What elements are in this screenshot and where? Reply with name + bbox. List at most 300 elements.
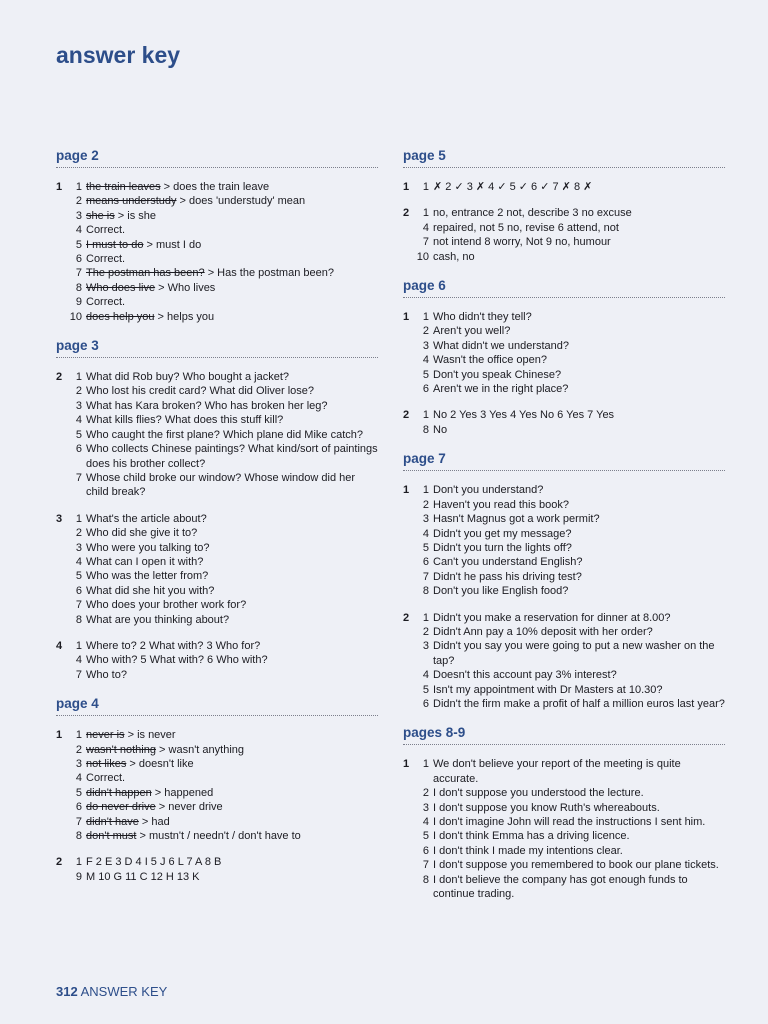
exercise-number (56, 526, 68, 540)
correction-text: > had (138, 815, 170, 828)
footer-page-number: 312 (56, 984, 78, 999)
answer-text (433, 250, 725, 264)
exercise-number (403, 584, 415, 598)
answer-row (403, 541, 725, 555)
answer-text (433, 625, 725, 639)
correction-text: Where to? 2 What with? 3 Who for? (86, 639, 261, 652)
exercise-number (403, 250, 415, 264)
answer-text (433, 339, 725, 353)
correction-text: Didn't the firm make a profit of half a million euros last year? (433, 697, 725, 710)
answer-text (86, 870, 378, 884)
section-heading: page 5 (403, 148, 725, 168)
answer-row (56, 209, 378, 223)
correction-text: Haven't you read this book? (433, 498, 570, 511)
answer-row (56, 526, 378, 540)
answer-text (86, 598, 378, 612)
exercise-number (403, 527, 415, 541)
exercise-number: 2 (56, 371, 63, 384)
exercise-number (56, 252, 68, 266)
item-number: 7 (422, 570, 429, 583)
correction-text: no, entrance 2 not, describe 3 no excuse (433, 207, 632, 220)
exercise-number (403, 683, 415, 697)
exercise-number (403, 697, 415, 711)
answer-row (56, 310, 378, 324)
correction-text: > mustn't / needn't / don't have to (136, 830, 301, 843)
item-number: 5 (422, 830, 429, 843)
correction-text: Hasn't Magnus got a work permit? (433, 513, 600, 526)
correction-text: Who collects Chinese paintings? What kind/sort of paintings does his brother collect? (86, 443, 378, 470)
item-number: 3 (75, 209, 82, 222)
answer-text (86, 223, 378, 237)
answer-row (403, 180, 725, 194)
answer-text (86, 209, 378, 223)
answer-text (433, 801, 725, 815)
item-number: 4 (75, 414, 82, 427)
answer-section (403, 278, 725, 437)
struck-out-error: don't must (86, 830, 137, 843)
answer-row (403, 423, 725, 437)
item-number: 6 (422, 697, 429, 710)
item-number: 3 (422, 513, 429, 526)
item-number: 6 (422, 383, 429, 396)
answer-row (403, 815, 725, 829)
answer-text (86, 555, 378, 569)
exercise-number (403, 353, 415, 367)
struck-out-error: didn't have (86, 815, 139, 828)
exercise-number (56, 757, 68, 771)
exercise-number: 1 (403, 484, 410, 497)
answer-row (56, 370, 378, 384)
answer-text (86, 728, 378, 742)
exercise-number: 4 (56, 639, 63, 652)
item-number: 3 (422, 339, 429, 352)
answer-section (56, 338, 378, 682)
correction-text: Aren't we in the right place? (433, 383, 569, 396)
item-number: 4 (75, 772, 82, 785)
item-number: 2 (75, 385, 82, 398)
answer-row (56, 800, 378, 814)
item-number: 5 (75, 238, 82, 251)
exercise-number (56, 281, 68, 295)
exercise-number: 3 (56, 512, 63, 525)
exercise-number (56, 471, 68, 500)
exercise-group (56, 512, 378, 627)
answer-row (56, 598, 378, 612)
correction-text: > doesn't like (126, 758, 194, 770)
item-number: 9 (75, 870, 82, 883)
correction-text: What kills flies? What does this stuff kill? (86, 414, 284, 427)
answer-section (56, 148, 378, 324)
exercise-number (56, 209, 68, 223)
struck-out-error: never is (86, 729, 125, 742)
answer-text (433, 512, 725, 526)
answer-row (403, 873, 725, 902)
answer-row (403, 639, 725, 668)
answer-text (433, 697, 725, 711)
item-number: 2 (75, 743, 82, 756)
item-number: 6 (75, 443, 82, 456)
correction-text: Didn't you say you were going to put a new washer on the tap? (433, 640, 715, 667)
answer-text (433, 382, 725, 396)
correction-text: Who did she give it to? (86, 527, 198, 540)
answer-text (433, 873, 725, 902)
struck-out-error: didn't happen (86, 786, 152, 799)
answer-row (56, 584, 378, 598)
item-number: 3 (422, 801, 429, 814)
struck-out-error: I must to do (86, 238, 144, 251)
exercise-number (56, 238, 68, 252)
exercise-number (56, 598, 68, 612)
correction-text: > Who lives (155, 281, 216, 294)
correction-text: What can I open it with? (86, 555, 204, 568)
answer-section (56, 696, 378, 884)
correction-text: > helps you (154, 310, 215, 323)
answer-text (86, 815, 378, 829)
exercise-number (56, 266, 68, 280)
correction-text: What has Kara broken? Who has broken her leg? (86, 399, 328, 412)
correction-text: I don't think Emma has a driving licence. (433, 830, 630, 843)
exercise-number: 1 (403, 758, 410, 771)
answer-text (433, 235, 725, 249)
item-number: 10 (69, 310, 82, 323)
correction-text: repaired, not 5 no, revise 6 attend, not (433, 221, 619, 234)
answer-text (433, 858, 725, 872)
item-number: 6 (422, 844, 429, 857)
item-number: 2 (422, 787, 429, 800)
correction-text: Correct. (86, 253, 126, 266)
exercise-number (56, 569, 68, 583)
answer-text (433, 757, 725, 786)
answer-text (86, 413, 378, 427)
answer-text (433, 483, 725, 497)
item-number: 1 (422, 207, 429, 220)
item-number: 7 (75, 471, 82, 484)
correction-text: Didn't Ann pay a 10% deposit with her order? (433, 625, 653, 638)
answer-row (403, 858, 725, 872)
item-number: 6 (75, 801, 82, 814)
answer-text (86, 829, 378, 843)
answer-row (56, 428, 378, 442)
answer-row (403, 310, 725, 324)
answer-text (86, 613, 378, 627)
correction-text: What are you thinking about? (86, 613, 230, 626)
item-number: 7 (75, 599, 82, 612)
answer-row (56, 180, 378, 194)
correction-text: F 2 E 3 D 4 I 5 J 6 L 7 A 8 B (86, 856, 222, 869)
answer-row (56, 399, 378, 413)
answer-text (433, 815, 725, 829)
correction-text: Didn't you get my message? (433, 527, 572, 540)
answer-text (433, 206, 725, 220)
answer-text (86, 180, 378, 194)
answer-row (56, 728, 378, 742)
item-number: 1 (422, 181, 429, 193)
struck-out-error: does help you (86, 310, 155, 323)
exercise-group (403, 206, 725, 264)
answer-row (56, 653, 378, 667)
exercise-number (56, 442, 68, 471)
answer-text (86, 310, 378, 324)
exercise-number (403, 786, 415, 800)
correction-text: ✗ 2 ✓ 3 ✗ 4 ✓ 5 ✓ 6 ✓ 7 ✗ 8 ✗ (433, 181, 593, 193)
correction-text: We don't believe your report of the meeting is quite accurate. (433, 758, 681, 785)
correction-text: What did Rob buy? Who bought a jacket? (86, 371, 290, 384)
answer-text (86, 471, 378, 500)
correction-text: I don't suppose you remembered to book our plane tickets. (433, 859, 719, 872)
exercise-number: 2 (403, 611, 410, 624)
answer-text (433, 527, 725, 541)
answer-row (403, 206, 725, 220)
exercise-number (56, 870, 68, 884)
exercise-number (403, 555, 415, 569)
correction-text: > is never (124, 729, 176, 742)
answer-row (56, 555, 378, 569)
answer-text (433, 368, 725, 382)
item-number: 7 (75, 267, 82, 280)
exercise-number (56, 428, 68, 442)
struck-out-error: wasn't nothing (86, 743, 156, 756)
exercise-group (56, 855, 378, 884)
answer-row (403, 683, 725, 697)
answer-row (56, 569, 378, 583)
answer-text (86, 194, 378, 208)
answer-text (433, 570, 725, 584)
exercise-number (56, 399, 68, 413)
correction-text: Didn't you make a reservation for dinner at 8.00? (433, 611, 671, 624)
item-number: 1 (75, 512, 82, 525)
answer-section (403, 148, 725, 264)
exercise-number (56, 223, 68, 237)
item-number: 1 (422, 758, 429, 771)
answer-text (86, 238, 378, 252)
exercise-number (403, 625, 415, 639)
item-number: 1 (422, 611, 429, 624)
exercise-number (403, 512, 415, 526)
answer-text (433, 844, 725, 858)
section-heading: page 7 (403, 451, 725, 471)
correction-text: Who caught the first plane? Which plane did Mike catch? (86, 428, 363, 441)
correction-text: Who with? 5 What with? 6 Who with? (86, 654, 268, 667)
right-column (403, 148, 725, 915)
item-number: 6 (422, 556, 429, 569)
item-number: 2 (75, 195, 82, 208)
exercise-number (403, 829, 415, 843)
exercise-number (56, 194, 68, 208)
item-number: 4 (75, 224, 82, 237)
exercise-group (403, 611, 725, 712)
correction-text: Correct. (86, 772, 126, 785)
item-number: 4 (75, 555, 82, 568)
item-number: 1 (75, 639, 82, 652)
exercise-number: 1 (403, 181, 410, 193)
answer-row (56, 442, 378, 471)
section-heading: page 4 (56, 696, 378, 716)
item-number: 1 (75, 181, 82, 193)
answer-text (86, 771, 378, 785)
correction-text: > Has the postman been? (204, 267, 334, 280)
item-number: 7 (422, 236, 429, 249)
answer-row (56, 413, 378, 427)
exercise-number (56, 384, 68, 398)
exercise-number (403, 815, 415, 829)
answer-text (86, 295, 378, 309)
answer-row (56, 757, 378, 771)
answer-row (56, 295, 378, 309)
item-number: 8 (422, 585, 429, 598)
exercise-number (56, 786, 68, 800)
item-number: 1 (422, 484, 429, 497)
exercise-group (56, 180, 378, 324)
struck-out-error: means understudy (86, 195, 177, 208)
item-number: 7 (75, 815, 82, 828)
item-number: 8 (75, 281, 82, 294)
struck-out-error: she is (86, 209, 115, 222)
exercise-group (403, 757, 725, 901)
correction-text: What did she hit you with? (86, 584, 215, 597)
item-number: 5 (75, 428, 82, 441)
answer-text (433, 324, 725, 338)
answer-row (56, 639, 378, 653)
item-number: 2 (422, 625, 429, 638)
exercise-number (403, 423, 415, 437)
answer-row (403, 408, 725, 422)
exercise-number (403, 235, 415, 249)
answer-row (56, 855, 378, 869)
answer-row (403, 584, 725, 598)
item-number: 3 (422, 640, 429, 653)
correction-text: > happened (151, 786, 214, 799)
exercise-number (403, 801, 415, 815)
answer-text (86, 252, 378, 266)
answer-row (403, 757, 725, 786)
answer-text (86, 541, 378, 555)
answer-row (403, 527, 725, 541)
correction-text: Who were you talking to? (86, 541, 210, 554)
exercise-number (56, 815, 68, 829)
exercise-number: 2 (56, 856, 63, 869)
answer-text (86, 569, 378, 583)
item-number: 4 (75, 654, 82, 667)
answer-row (403, 829, 725, 843)
correction-text: Correct. (86, 224, 126, 237)
item-number: 8 (75, 613, 82, 626)
answer-row (403, 324, 725, 338)
item-number: 8 (422, 423, 429, 436)
item-number: 1 (422, 409, 429, 422)
correction-text: Isn't my appointment with Dr Masters at 10.30? (433, 683, 663, 696)
answer-text (86, 384, 378, 398)
exercise-number (56, 555, 68, 569)
answer-row (403, 801, 725, 815)
item-number: 5 (75, 570, 82, 583)
answer-text (433, 668, 725, 682)
section-heading: pages 8-9 (403, 725, 725, 745)
answer-row (56, 238, 378, 252)
item-number: 7 (422, 859, 429, 872)
answer-row (56, 266, 378, 280)
item-number: 1 (75, 371, 82, 384)
answer-text (433, 829, 725, 843)
exercise-number (403, 382, 415, 396)
answer-row (403, 668, 725, 682)
answer-row (403, 235, 725, 249)
answer-text (86, 526, 378, 540)
answer-row (403, 786, 725, 800)
answer-text (86, 653, 378, 667)
correction-text: Correct. (86, 296, 126, 309)
answer-text (86, 266, 378, 280)
answer-text (433, 423, 725, 437)
exercise-number: 1 (56, 181, 63, 193)
item-number: 5 (422, 368, 429, 381)
answer-section (403, 451, 725, 711)
answer-row (403, 697, 725, 711)
correction-text: I don't think I made my intentions clear. (433, 844, 623, 857)
correction-text: Who didn't they tell? (433, 311, 532, 324)
correction-text: Who to? (86, 668, 127, 681)
correction-text: > wasn't anything (155, 743, 245, 756)
exercise-number (403, 368, 415, 382)
item-number: 6 (75, 253, 82, 266)
answer-text (433, 221, 725, 235)
correction-text: What's the article about? (86, 512, 207, 525)
exercise-number (56, 771, 68, 785)
answer-row (403, 844, 725, 858)
correction-text: Doesn't this account pay 3% interest? (433, 669, 617, 682)
answer-row (56, 613, 378, 627)
item-number: 1 (422, 311, 429, 324)
exercise-number (403, 858, 415, 872)
exercise-number: 2 (403, 409, 410, 422)
answer-section (403, 725, 725, 901)
answer-row (403, 483, 725, 497)
item-number: 5 (75, 786, 82, 799)
left-column (56, 148, 378, 898)
exercise-number (403, 873, 415, 902)
correction-text: I don't suppose you know Ruth's whereabouts. (433, 801, 660, 814)
correction-text: Wasn't the office open? (433, 354, 548, 367)
item-number: 6 (75, 584, 82, 597)
page-footer (56, 984, 167, 999)
answer-text (86, 757, 378, 771)
answer-row (403, 339, 725, 353)
answer-text (86, 428, 378, 442)
answer-text (433, 541, 725, 555)
exercise-group (403, 310, 725, 396)
item-number: 4 (422, 816, 429, 828)
answer-text (433, 786, 725, 800)
answer-row (56, 668, 378, 682)
answer-text (433, 310, 725, 324)
answer-text (86, 281, 378, 295)
answer-text (86, 370, 378, 384)
correction-text: Whose child broke our window? Whose window did her child break? (86, 471, 356, 499)
exercise-number (56, 800, 68, 814)
answer-row (56, 743, 378, 757)
answer-text (433, 180, 725, 194)
answer-text (86, 512, 378, 526)
correction-text: No 2 Yes 3 Yes 4 Yes No 6 Yes 7 Yes (433, 409, 615, 422)
answer-text (433, 584, 725, 598)
exercise-number: 1 (403, 311, 410, 324)
exercise-number (56, 668, 68, 682)
answer-text (433, 611, 725, 625)
exercise-number (403, 570, 415, 584)
item-number: 4 (422, 669, 429, 682)
answer-row (56, 281, 378, 295)
exercise-group (403, 408, 725, 437)
exercise-number (403, 339, 415, 353)
